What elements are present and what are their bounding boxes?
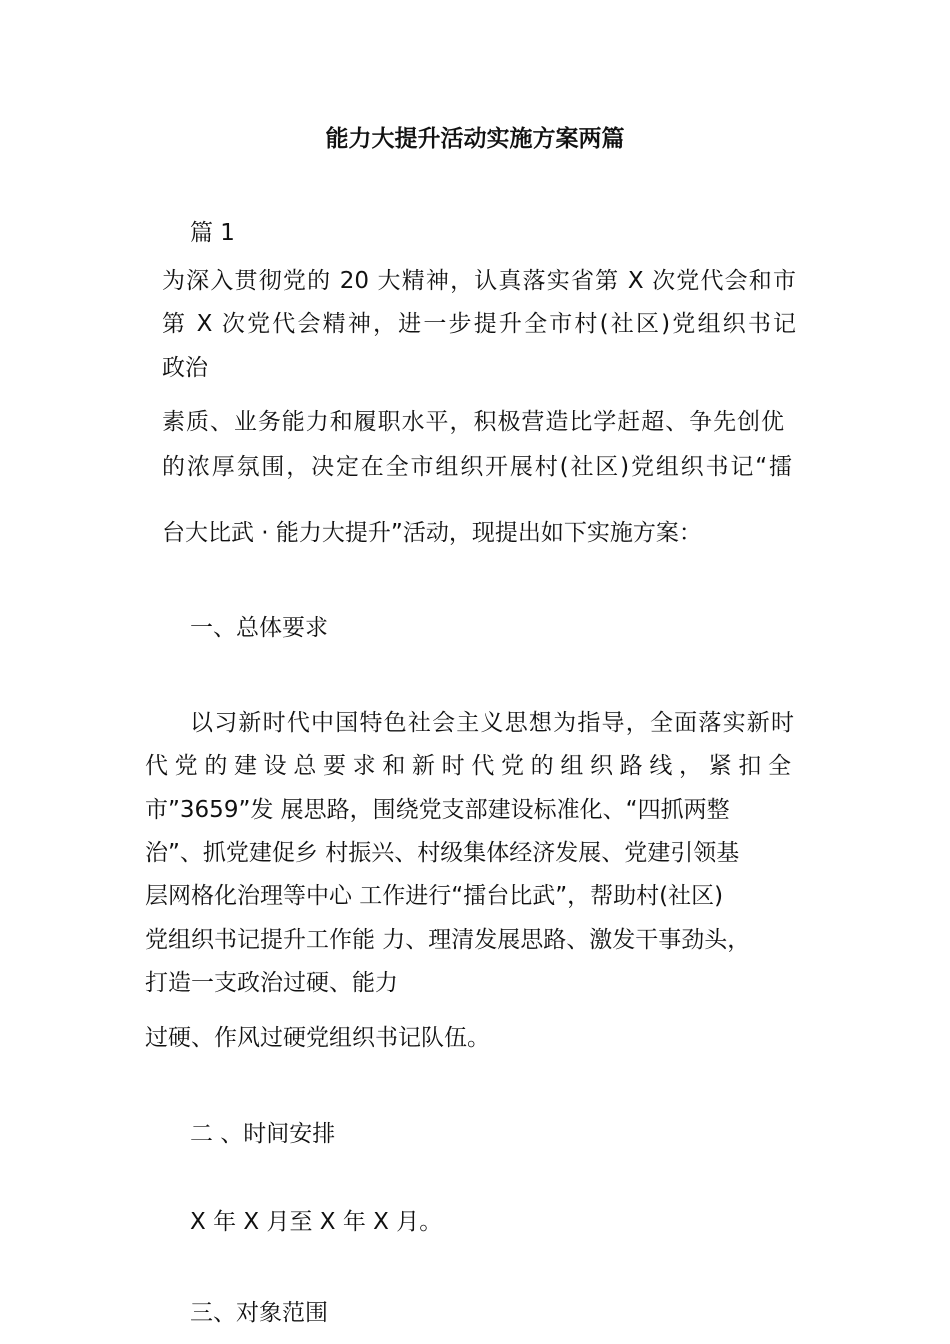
- intro-line-5: 的浓厚氛围，决定在全市组织开展村(社区)党组织书记“擂: [162, 454, 792, 480]
- body-line-1: 以习新时代中国特色社会主义思想为指导，全面落实新时: [190, 710, 794, 736]
- heading-schedule: 二 、时间安排: [190, 1121, 336, 1147]
- body-line-5: 层网格化治理等中心 工作进行“擂台比武”，帮助村(社区): [145, 883, 724, 909]
- schedule-text: X 年 X 月至 X 年 X 月。: [190, 1209, 443, 1235]
- intro-line-3: 政治: [162, 355, 208, 381]
- body-line-6: 党组织书记提升工作能 力、理清发展思路、激发干事劲头，: [145, 927, 751, 953]
- heading-scope: 三、对象范围: [190, 1300, 328, 1326]
- body-line-3: 市”3659”发 展思路，围绕党支部建设标准化、“四抓两整: [145, 797, 730, 823]
- intro-line-6: 台大比武 · 能力大提升”活动，现提出如下实施方案：: [162, 520, 702, 546]
- intro-line-4: 素质、业务能力和履职水平，积极营造比学赶超、争先创优: [162, 409, 784, 435]
- body-line-8: 过硬、作风过硬党组织书记队伍。: [145, 1025, 490, 1051]
- document-title: 能力大提升活动实施方案两篇: [325, 126, 625, 152]
- section-label: 篇 1: [190, 220, 235, 246]
- heading-general-requirements: 一、总体要求: [190, 615, 328, 641]
- intro-line-1: 为深入贯彻党的 20 大精神，认真落实省第 X 次党代会和市: [162, 268, 796, 294]
- intro-line-2: 第 X 次党代会精神，进一步提升全市村(社区)党组织书记: [162, 311, 796, 337]
- body-line-4: 治”、抓党建促乡 村振兴、村级集体经济发展、党建引领基: [145, 840, 740, 866]
- body-line-7: 打造一支政治过硬、能力: [145, 970, 398, 996]
- body-line-2: 代党的建设总要求和新时代党的组织路线，紧扣全: [145, 753, 791, 779]
